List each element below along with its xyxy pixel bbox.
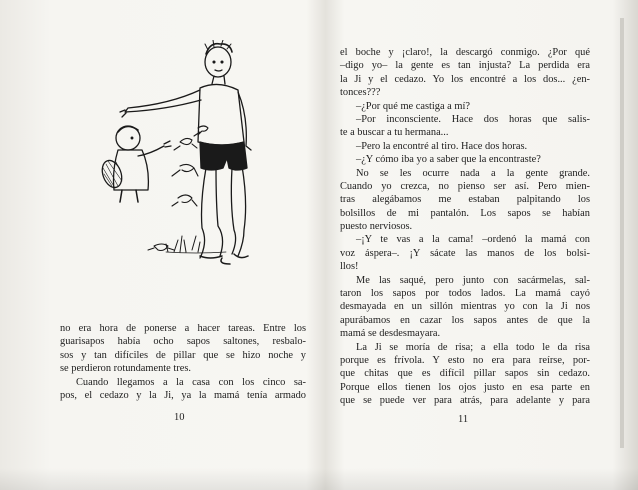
text-line: pos, el cedazo y la Ji, ya la mamá tenía armado — [60, 389, 306, 401]
text-line: tonces??? — [340, 87, 381, 99]
text-line: bolsillos de mi pantalón. Los sapos se habían — [340, 207, 590, 219]
text-line: tras alegábamos me estaban palpitando los — [340, 194, 590, 206]
page-number-left: 10 — [174, 412, 185, 423]
text-line: No se les ocurre nada a la gente grande. — [356, 167, 590, 179]
text-line: llos! — [340, 261, 359, 273]
text-line: –¿Y cómo iba yo a saber que la encontraste? — [356, 154, 541, 166]
text-line: voz áspera–. ¡Y sácate las manos de los bolsi- — [340, 247, 590, 259]
page-number-right: 11 — [458, 414, 469, 425]
text-line: mamá se desdesmayara. — [340, 328, 441, 340]
text-line: la Ji y el cedazo. Yo los encontré a los dos... ¿en- — [340, 73, 590, 85]
text-line: se perdieron rotundamente tres. — [60, 363, 191, 375]
text-line: no era hora de ponerse a hacer tareas. Entre los — [60, 323, 306, 334]
text-line: apurábamos en cazar los sapos antes de que la — [340, 314, 590, 326]
text-line: desmayada en un sillón mientras yo con la Ji nos — [340, 301, 590, 313]
text-line: el boche y ¡claro!, la descargó conmigo. ¿Por qué — [340, 47, 590, 58]
text-line: que se puede ver para atrás, para adelante y para — [340, 395, 590, 407]
text-line: que chitas que es difícil pillar sapos sin cedazo. — [340, 368, 590, 380]
text-line: taron los sapos por todos lados. La mamá cayó — [340, 288, 590, 300]
text-line: porque es frívola. Y esto no era para reírse, por- — [340, 354, 590, 366]
text-line: –¡Y te vas a la cama! –ordenó la mamá con — [356, 234, 590, 246]
page-edge — [620, 18, 624, 448]
left-page-text — [60, 322, 306, 402]
text-line: –¿Por qué me castiga a mí? — [356, 100, 470, 112]
text-line: Me las saqué, pero junto con sacármelas, sal- — [356, 274, 590, 286]
text-line: puesto nerviosos. — [340, 221, 413, 233]
text-line: –Pero la encontré al tiro. Hace dos horas. — [356, 140, 528, 152]
right-page-text — [340, 46, 590, 408]
text-line: Cuando llegamos a la casa con los cinco sa- — [76, 376, 306, 388]
text-line: te a buscar a tu hermana... — [340, 127, 449, 139]
illustration — [88, 40, 318, 270]
page-bottom-shadow — [0, 468, 638, 490]
text-line: guarisapos había ocho sapos saltones, resbalo- — [60, 336, 306, 348]
text-line: –digo yo– la gente es tan injusta? La perdida era — [340, 60, 590, 72]
text-line: Cuando yo crezca, no pienso ser así. Pero mien- — [340, 180, 590, 192]
text-line: sos y tan difíciles de pillar que se hizo noche y — [60, 349, 306, 361]
text-line: Porque ellos tienen los ojos justo en esa parte en — [340, 381, 590, 393]
text-line: La Ji se moría de risa; a ella todo le da risa — [356, 341, 590, 353]
text-line: –Por inconsciente. Hace dos horas que salis- — [356, 113, 590, 125]
